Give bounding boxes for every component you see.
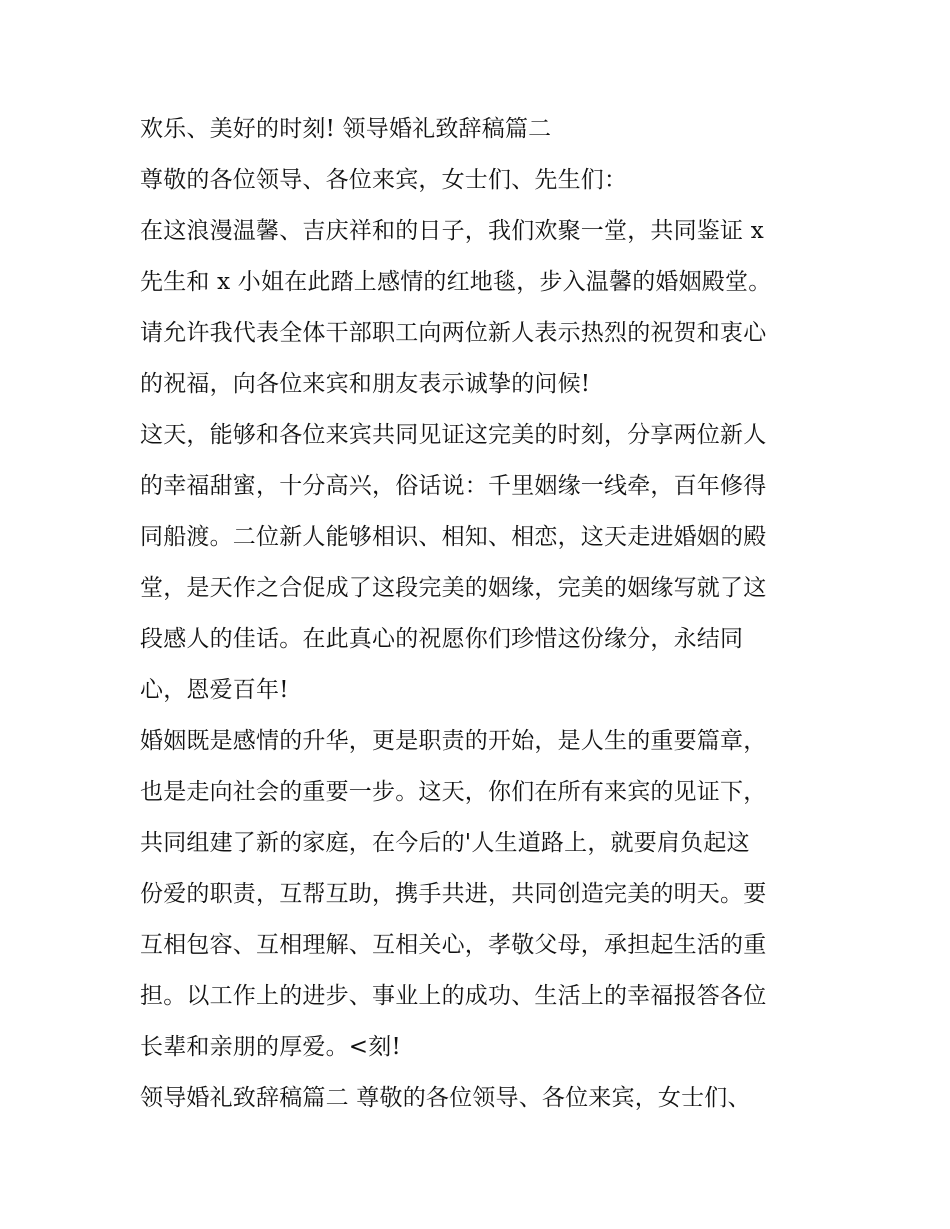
document-title: 欢乐、美好的时刻! 领导婚礼致辞稿篇二 [140,116,552,142]
text-line: 段感人的佳话。在此真心的祝愿你们珍惜这份缘分，永结同 [140,626,744,652]
document-body [140,108,830,1128]
text-line: 这天，能够和各位来宾共同见证这完美的时刻，分享两位新人 [140,422,767,448]
text-line: 共同组建了新的家庭，在今后的'人生道路上，就要肩负起这 [140,830,750,856]
text-line: 的幸福甜蜜，十分高兴，俗话说：千里姻缘一线牵，百年修得 [140,473,767,499]
salutation: 尊敬的各位领导、各位来宾，女士们、先生们： [140,167,628,193]
text-line: 的祝福，向各位来宾和朋友表示诚挚的问候! [140,371,591,397]
text-line: 堂，是天作之合促成了这段完美的姻缘，完美的姻缘写就了这 [140,575,767,601]
text-line: 请允许我代表全体干部职工向两位新人表示热烈的祝贺和衷心 [140,320,767,346]
text-line: 也是走向社会的重要一步。这天，你们在所有来宾的见证下， [140,779,767,805]
text-line: 婚姻既是感情的升华，更是职责的开始，是人生的重要篇章， [140,728,767,754]
text-line: 在这浪漫温馨、吉庆祥和的日子，我们欢聚一堂，共同鉴证 x [140,218,764,244]
text-line: 担。以工作上的进步、事业上的成功、生活上的幸福报答各位 [140,983,767,1009]
text-line: 心，恩爱百年! [140,677,289,703]
text-line: 长辈和亲朋的厚爱。<刻! [140,1034,401,1060]
text-line: 领导婚礼致辞稿篇二 尊敬的各位领导、各位来宾，女士们、 [140,1085,751,1111]
text-line: 同船渡。二位新人能够相识、相知、相恋，这天走进婚姻的殿 [140,524,767,550]
text-line: 先生和 x 小姐在此踏上感情的红地毯，步入温馨的婚姻殿堂。 [140,269,772,295]
text-line: 互相包容、互相理解、互相关心，孝敬父母，承担起生活的重 [140,932,767,958]
text-line: 份爱的职责，互帮互助，携手共进，共同创造完美的明天。要 [140,881,767,907]
